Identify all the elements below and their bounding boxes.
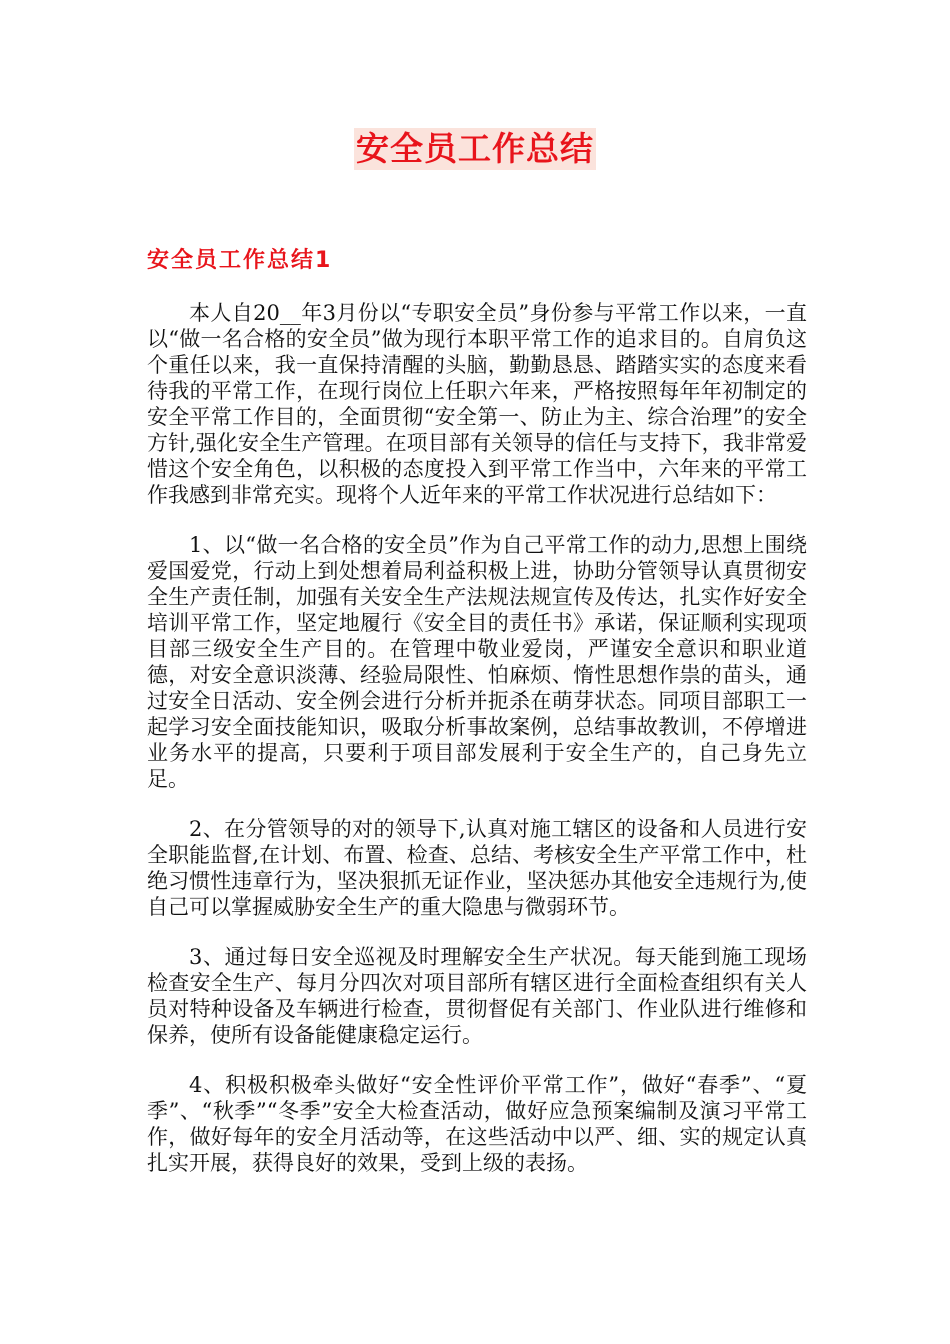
document-body — [147, 300, 807, 1200]
paragraph-item-4: 4、积极积极牵头做好“安全性评价平常工作”，做好“春季”、“夏季”、“秋季”“冬季”安全大检查活动，做好应急预案编制及演习平常工作，做好每年的安全月活动等，在这些活动中以严、细、实的规定认真扎实开展，获得良好的效果，受到上级的表扬。 — [147, 1073, 807, 1175]
document-title — [0, 128, 950, 170]
paragraph-item-2: 2、在分管领导的对的领导下,认真对施工辖区的设备和人员进行安全职能监督,在计划、布置、检查、总结、考核安全生产平常工作中，杜绝习惯性违章行为，坚决狠抓无证作业，坚决惩办其他安全违规行为,使自己可以掌握威胁安全生产的重大隐患与微弱环节。 — [147, 817, 807, 919]
section-heading: 安全员工作总结1 — [147, 248, 333, 273]
paragraph-intro: 本人自20__年3月份以“专职安全员”身份参与平常工作以来，一直以“做一名合格的安全员”做为现行本职平常工作的追求目的。自肩负这个重任以来，我一直保持清醒的头脑，勤勤恳恳、踏踏实实的态度来看待我的平常工作，在现行岗位上任职六年来，严格按照每年年初制定的安全平常工作目的，全面贯彻“安全第一、防止为主、综合治理”的安全方针,强化安全生产管理。在项目部有关领导的信任与支持下，我非常爱惜这个安全角色，以积极的态度投入到平常工作当中，六年来的平常工作我感到非常充实。现将个人近年来的平常工作状况进行总结如下： — [147, 301, 807, 507]
paragraph-item-1: 1、以“做一名合格的安全员”作为自己平常工作的动力,思想上围绕爱国爱党，行动上到处想着局利益积极上进，协助分管领导认真贯彻安全生产责任制，加强有关安全生产法规法规宣传及传达，扎实作好安全培训平常工作，坚定地履行《安全目的责任书》承诺，保证顺利实现项目部三级安全生产目的。在管理中敬业爱岗，严谨安全意识和职业道德，对安全意识淡薄、经验局限性、怕麻烦、惰性思想作祟的苗头，通过安全日活动、安全例会进行分析并扼杀在萌芽状态。同项目部职工一起学习安全面技能知识，吸取分析事故案例，总结事故教训，不停增进业务水平的提高，只要利于项目部发展利于安全生产的，自己身先立足。 — [147, 533, 807, 791]
document-title-text: 安全员工作总结 — [356, 129, 594, 168]
paragraph-item-3: 3、通过每日安全巡视及时理解安全生产状况。每天能到施工现场检查安全生产、每月分四次对项目部所有辖区进行全面检查组织有关人员对特种设备及车辆进行检查，贯彻督促有关部门、作业队进行维修和保养，使所有设备能健康稳定运行。 — [147, 945, 807, 1047]
